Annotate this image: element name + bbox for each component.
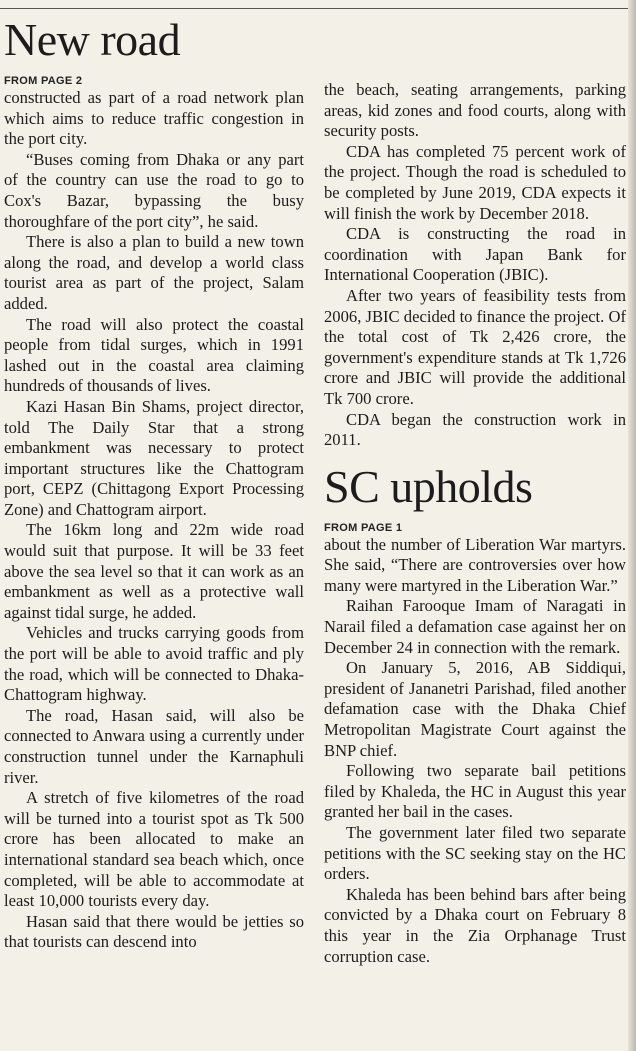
- story1-paragraph: Vehicles and trucks carrying goods from the port will be able to avoid traffic and ply the road, which will be connected to Dhaka-Chattogram highway.: [4, 623, 304, 705]
- story1-paragraph: There is also a plan to build a new town along the road, and develop a world class tourist area as part of the project, Salam added.: [4, 232, 304, 313]
- story2-continuation: about the number of Liberation War martyrs. She said, “There are controversies over how many were martyred in the Liberation War.”: [324, 534, 626, 595]
- story1-paragraph: The road will also protect the coastal people from tidal surges, which in 1991 lashed out in the coastal area claiming hundreds of thousands of lives.: [4, 314, 304, 396]
- story1-paragraph: “Buses coming from Dhaka or any part of the country can use the road to go to Cox's Bazar, bypassing the busy thoroughfare of the port city”, he said.: [4, 149, 304, 231]
- story2-jump-line: FROM PAGE 1: [324, 521, 403, 534]
- story2-block: [324, 461, 626, 967]
- story2-paragraph: Following two separate bail petitions filed by Khaleda, the HC in August this year granted her bail in the cases.: [324, 761, 626, 822]
- page-fold-edge: [628, 0, 636, 1051]
- story2-paragraph: Raihan Farooque Imam of Naragati in Narail filed a defamation case against her on December 24 in connection with the remark.: [324, 596, 626, 657]
- left-column: [4, 14, 304, 953]
- top-rule: [0, 0, 628, 9]
- story1-headline: New road: [4, 14, 181, 65]
- story1-jump-line: FROM PAGE 2: [4, 75, 83, 87]
- story2-paragraph: The government later filed two separate petitions with the SC seeking stay on the HC orders.: [324, 823, 626, 884]
- story2-paragraph: On January 5, 2016, AB Siddiqui, president of Jananetri Parishad, filed another defamation case with the Dhaka Chief Metropolitan Magistrate Court against the BNP chief.: [324, 658, 626, 760]
- right-column: [324, 80, 626, 967]
- story1-paragraph: A stretch of five kilometres of the road will be turned into a tourist spot as Tk 500 crore has been allocated to make an international standard sea beach which, once completed, will be able to accommodate at least 10,000 tourists every day.: [4, 788, 304, 911]
- story1-paragraph: CDA began the construction work in 2011.: [324, 409, 626, 450]
- story1-paragraph: CDA is constructing the road in coordination with Japan Bank for International Cooperation (JBIC).: [324, 224, 626, 285]
- story1-paragraph: constructed as part of a road network plan which aims to reduce traffic congestion in the port city.: [4, 88, 304, 149]
- story1-paragraph: After two years of feasibility tests from 2006, JBIC decided to finance the project. Of the total cost of Tk 2,426 crore, the government's expenditure stands at Tk 1,726 crore and JBIC will provide the additional Tk 700 crore.: [324, 285, 626, 408]
- story2-paragraph: Khaleda has been behind bars after being convicted by a Dhaka court on February 8 this year in the Zia Orphanage Trust corruption case.: [324, 884, 626, 966]
- story1-paragraph: CDA has completed 75 percent work of the project. Though the road is scheduled to be completed by June 2019, CDA expects it will finish the work by December 2018.: [324, 141, 626, 223]
- story1-paragraph: Hasan said that there would be jetties so that tourists can descend into: [4, 911, 304, 952]
- story1-paragraph: Kazi Hasan Bin Shams, project director, told The Daily Star that a strong embankment was necessary to protect important structures like the Chattogram port, CEPZ (Chittagong Export Processing Zone) and Chattogram airport.: [4, 396, 304, 519]
- story1-paragraph: The road, Hasan said, will also be connected to Anwara using a currently under construction tunnel under the Karnaphuli river.: [4, 705, 304, 787]
- story1-continuation: the beach, seating arrangements, parking areas, kid zones and food courts, along with security posts.: [324, 80, 626, 141]
- story2-headline: SC upholds: [324, 460, 533, 512]
- story1-paragraph: The 16km long and 22m wide road would suit that purpose. It will be 33 feet above the sea level so that it can work as an embankment as well as a protective wall against tidal surge, he added.: [4, 520, 304, 622]
